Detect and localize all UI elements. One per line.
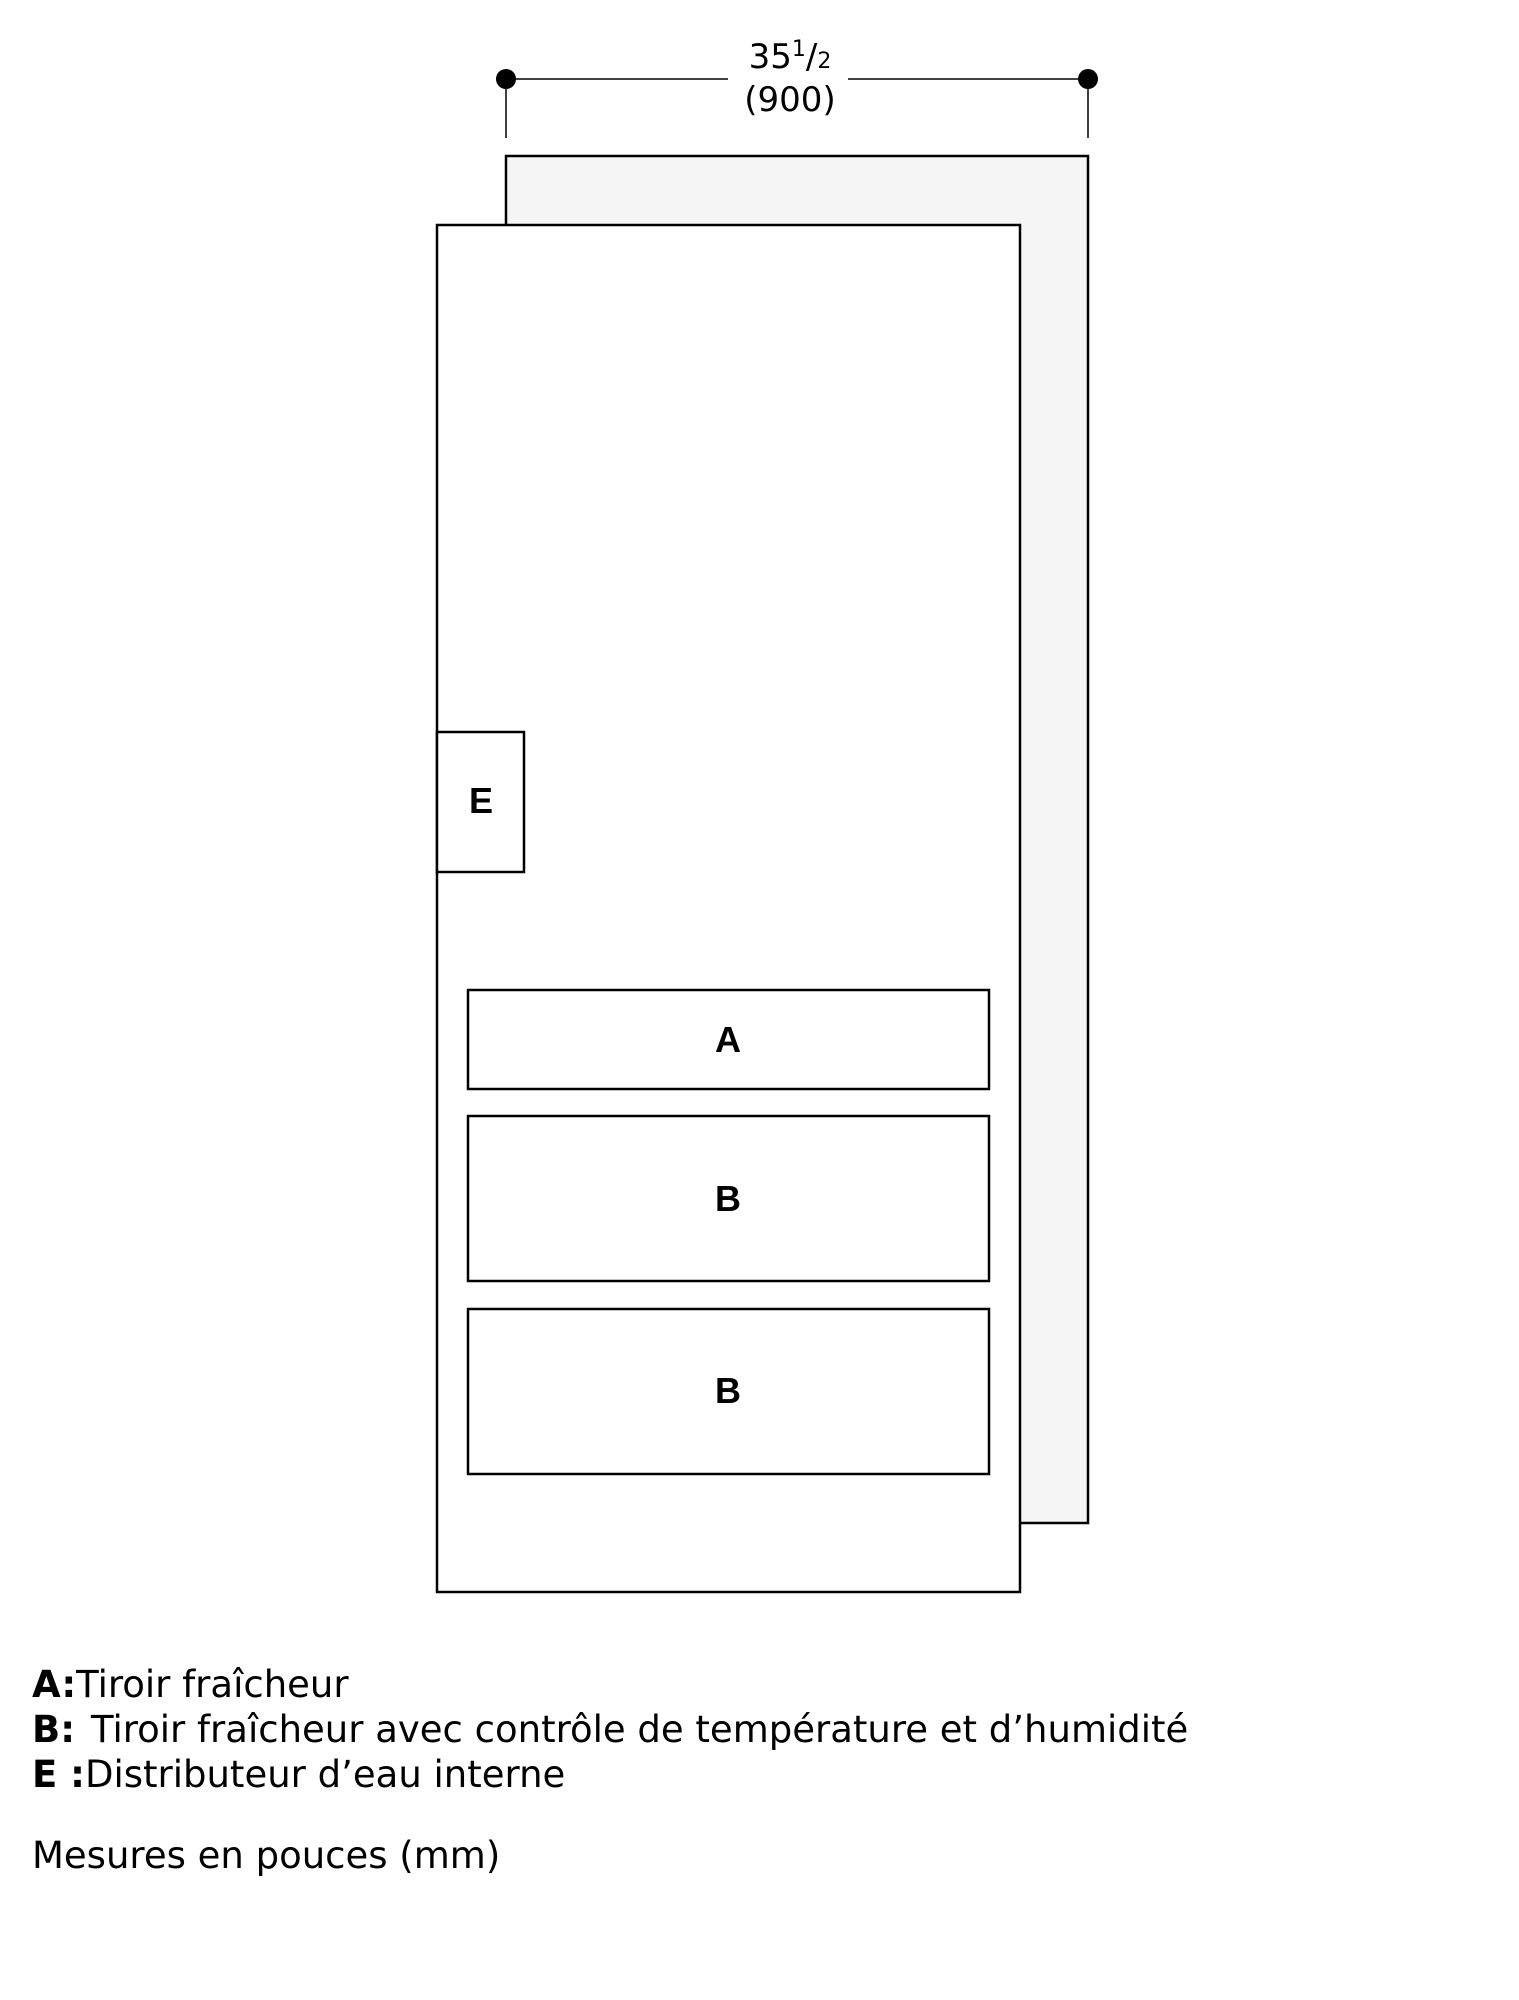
legend-item-a (32, 1662, 1188, 1707)
width-dimension (496, 37, 1098, 138)
legend (32, 1662, 1188, 1797)
zone-e-label: E (468, 780, 494, 821)
width-frac-slash: / (805, 37, 818, 77)
legend-key: E : (32, 1753, 85, 1796)
legend-text: Distributeur d’eau interne (84, 1753, 566, 1796)
width-whole: 35 (748, 37, 792, 77)
width-frac-num: 1 (791, 37, 806, 62)
dimension-endpoint-left (496, 69, 516, 89)
zone-b2-label: B (715, 1370, 741, 1411)
measurement-note: Mesures en pouces (mm) (32, 1834, 501, 1877)
zone-a-label: A (715, 1019, 741, 1060)
legend-key: B: (32, 1708, 75, 1751)
drawer-a (468, 990, 989, 1089)
legend-text: Tiroir fraîcheur avec contrôle de température et d’humidité (91, 1708, 1189, 1751)
drawer-b-lower (468, 1309, 989, 1474)
legend-item-e (32, 1752, 1188, 1797)
width-inches (749, 37, 832, 77)
legend-text: Tiroir fraîcheur (76, 1663, 349, 1706)
legend-key: A: (32, 1663, 77, 1706)
width-mm: (900) (744, 80, 836, 120)
drawer-b-upper (468, 1116, 989, 1281)
zone-b1-label: B (715, 1178, 741, 1219)
legend-item-b (32, 1707, 1188, 1752)
dimension-endpoint-right (1078, 69, 1098, 89)
water-dispenser-e (437, 732, 524, 872)
width-frac-den: 2 (817, 49, 832, 74)
